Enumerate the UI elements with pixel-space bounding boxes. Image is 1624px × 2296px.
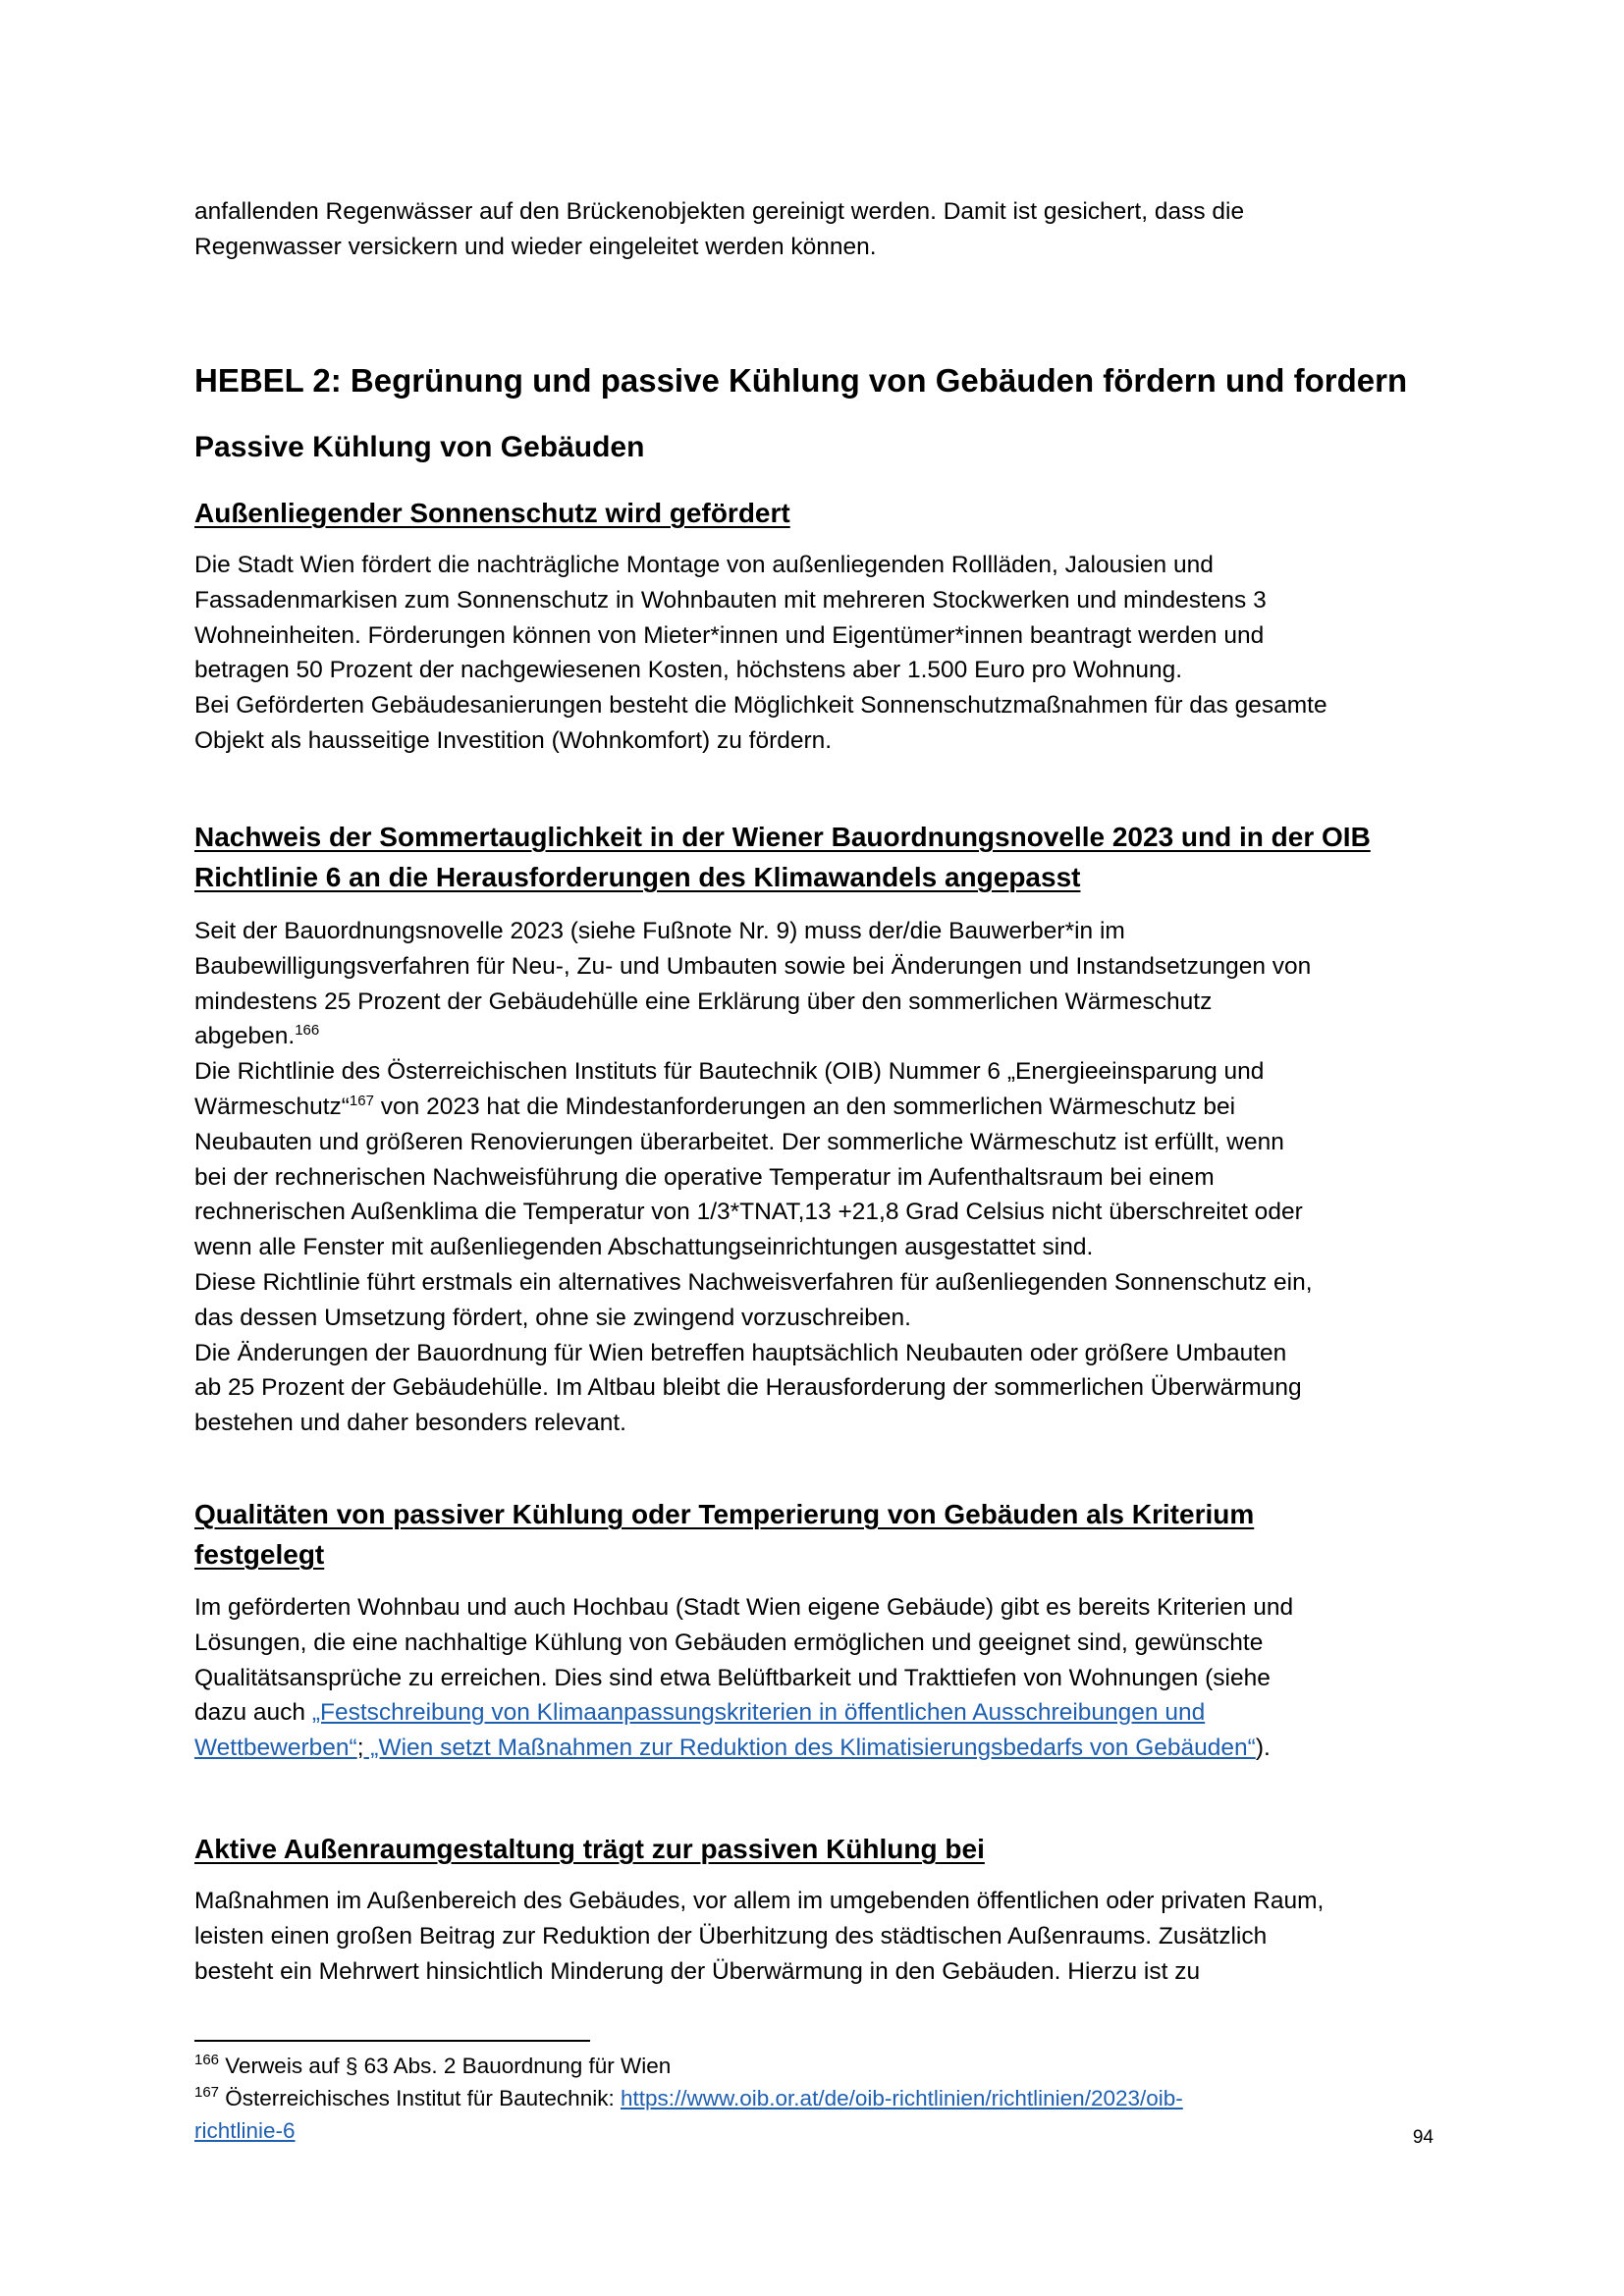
text-line: leisten einen großen Beitrag zur Reduktion der Überhitzung des städtischen Außenraums. Zusätzlich [194,1922,1268,1949]
page-number: 94 [1412,2127,1434,2148]
subsection-heading: Aktive Außenraumgestaltung trägt zur passiven Kühlung bei [194,1834,985,1864]
hebel-heading: HEBEL 2: Begrünung und passive Kühlung von Gebäuden fördern und fordern [194,362,1408,399]
text-line: Lösungen, die eine nachhaltige Kühlung von Gebäuden ermöglichen und geeignet sind, gewünschte [194,1629,1264,1656]
footnote-divider [194,2040,590,2042]
subsection-heading-line: Qualitäten von passiver Kühlung oder Temperierung von Gebäuden als Kriterium [194,1499,1255,1529]
footnotes [194,2050,1446,2147]
text-fragment: von 2023 hat die Mindestanforderungen an den sommerlichen Wärmeschutz bei [373,1093,1236,1120]
text-line: bei der rechnerischen Nachweisführung die operative Temperatur im Aufenthaltsraum bei einem [194,1163,1215,1191]
footnote-text: Österreichisches Institut für Bautechnik: [219,2086,621,2110]
qualitaeten-paragraph [194,1590,1446,1766]
section-heading: Passive Kühlung von Gebäuden [194,431,645,463]
text-fragment: Wärmeschutz“ [194,1093,350,1120]
text-line: Wohneinheiten. Förderungen können von Mieter*innen und Eigentümer*innen beantragt werden und [194,621,1265,649]
text-line: besteht ein Mehrwert hinsichtlich Minderung der Überwärmung in den Gebäuden. Hierzu ist zu [194,1957,1201,1985]
text-line: das dessen Umsetzung fördert, ohne sie zwingend vorzuschreiben. [194,1304,911,1331]
text-line: Die Richtlinie des Österreichischen Instituts für Bautechnik (OIB) Nummer 6 „Energieeinsparung und [194,1058,1265,1086]
document-page [194,0,1441,2296]
text-line: wenn alle Fenster mit außenliegenden Abschattungseinrichtungen ausgestattet sind. [194,1234,1094,1261]
text-line: mindestens 25 Prozent der Gebäudehülle eine Erklärung über den sommerlichen Wärmeschutz [194,988,1213,1015]
text-fragment: ). [1255,1735,1271,1762]
text-line: Qualitätsansprüche zu erreichen. Dies sind etwa Belüftbarkeit und Trakttiefen von Wohnungen (siehe [194,1664,1271,1691]
text-line: Die Änderungen der Bauordnung für Wien betreffen hauptsächlich Neubauten oder größere Umbauten [194,1339,1287,1366]
footnote-text: Verweis auf § 63 Abs. 2 Bauordnung für Wien [219,2054,672,2078]
text-line: Im geförderten Wohnbau und auch Hochbau (Stadt Wien eigene Gebäude) gibt es bereits Kriterien und [194,1594,1294,1621]
text-line: anfallenden Regenwässer auf den Brückenobjekten gereinigt werden. Damit ist gesichert, dass die [194,198,1245,225]
text-line: Regenwasser versickern und wieder eingeleitet werden können. [194,233,877,260]
sonnenschutz-paragraph [194,548,1446,759]
text-line [194,1731,1446,1766]
text-line [194,1019,1446,1054]
section-qualitaeten [194,1494,1446,1575]
footnote-ref-166[interactable]: 166 [295,1022,320,1040]
footnote-166 [194,2050,1446,2082]
footnote-number: 167 [194,2084,220,2101]
sommertauglichkeit-paragraph [194,914,1446,1441]
text-line: Diese Richtlinie führt erstmals ein alternatives Nachweisverfahren für außenliegenden Sonnenschutz ein, [194,1268,1313,1296]
subsection-heading-line: Richtlinie 6 an die Herausforderungen des Klimawandels angepasst [194,862,1081,892]
text-line [194,1090,1446,1125]
text-line: Seit der Bauordnungsnovelle 2023 (siehe Fußnote Nr. 9) muss der/die Bauwerber*in im [194,918,1125,944]
section-aussenraumgestaltung [194,1829,1446,1869]
subsection-heading-line: festgelegt [194,1539,325,1570]
footnote-number: 166 [194,2052,220,2068]
text-line: Fassadenmarkisen zum Sonnenschutz in Wohnbauten mit mehreren Stockwerken und mindestens 3 [194,586,1267,614]
text-fragment: dazu auch [194,1699,312,1727]
footnote-ref-167[interactable]: 167 [349,1092,374,1109]
text-line: bestehen und daher besonders relevant. [194,1410,626,1437]
text-line: ab 25 Prozent der Gebäudehülle. Im Altbau bleibt die Herausforderung der sommerlichen Überwärmung [194,1374,1302,1402]
link-klimaanpassungskriterien[interactable]: „Festschreibung von Klimaanpassungskriterien in öffentlichen Ausschreibungen und [311,1699,1206,1727]
link-klimaanpassungskriterien-cont[interactable]: Wettbewerben“ [194,1735,357,1762]
text-line: Maßnahmen im Außenbereich des Gebäudes, vor allem im umgebenden öffentlichen oder privaten Raum, [194,1888,1325,1914]
text-fragment: abgeben. [194,1023,296,1050]
intro-paragraph [194,194,1446,265]
subsection-heading-line: Nachweis der Sommertauglichkeit in der Wiener Bauordnungsnovelle 2023 und in der OIB [194,822,1371,852]
text-line: Baubewilligungsverfahren für Neu-, Zu- und Umbauten sowie bei Änderungen und Instandsetzungen von [194,952,1312,980]
text-line: Bei Geförderten Gebäudesanierungen besteht die Möglichkeit Sonnenschutzmaßnahmen für das gesamte [194,692,1327,720]
text-line: Objekt als hausseitige Investition (Wohnkomfort) zu fördern. [194,726,833,754]
aussenraum-paragraph [194,1884,1446,1989]
oib-link-cont[interactable]: richtlinie-6 [194,2118,296,2143]
footnote-167-cont [194,2114,1446,2147]
text-line [194,1695,1446,1731]
text-line: betragen 50 Prozent der nachgewiesenen Kosten, höchstens aber 1.500 Euro pro Wohnung. [194,657,1183,684]
text-line: rechnerischen Außenklima die Temperatur von 1/3*TNAT,13 +21,8 Grad Celsius nicht überschreitet oder [194,1199,1303,1226]
section-sommertauglichkeit [194,817,1446,897]
footnote-167 [194,2082,1446,2114]
text-line: Die Stadt Wien fördert die nachträgliche Montage von außenliegenden Rollläden, Jalousien und [194,552,1214,578]
oib-link[interactable]: https://www.oib.or.at/de/oib-richtlinien/richtlinien/2023/oib- [620,2086,1183,2110]
section-sonnenschutz [194,493,1446,533]
text-fragment: ; [356,1735,364,1762]
text-line: Neubauten und größeren Renovierungen überarbeitet. Der sommerliche Wärmeschutz ist erfüllt, wenn [194,1128,1284,1155]
subsection-heading: Außenliegender Sonnenschutz wird gefördert [194,498,790,528]
link-klimatisierungsbedarf[interactable]: „Wien setzt Maßnahmen zur Reduktion des Klimatisierungsbedarfs von Gebäuden“ [363,1735,1256,1762]
